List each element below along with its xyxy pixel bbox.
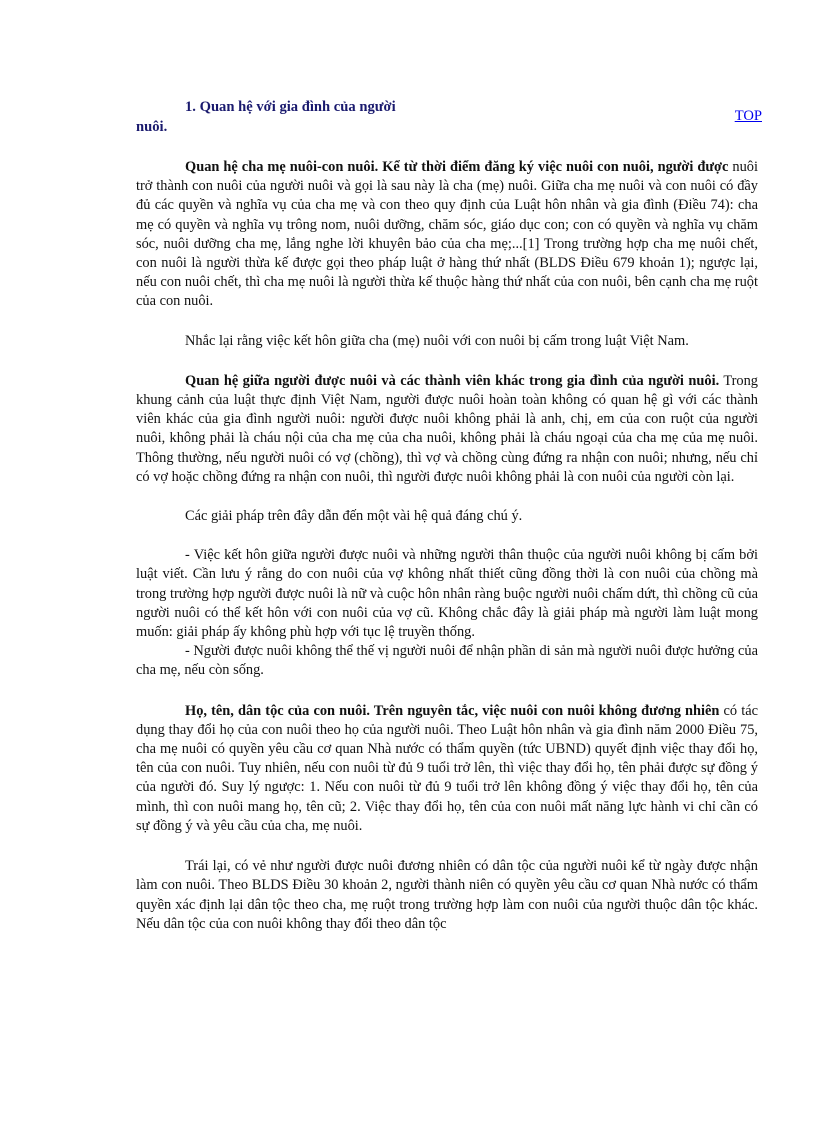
section-title-line1: 1. Quan hệ với gia đình của người [185, 99, 396, 115]
paragraph-body: Nhắc lại rằng việc kết hôn giữa cha (mẹ) nuôi với con nuôi bị cấm trong luật Việt Nam. [185, 332, 689, 349]
paragraph-ethnicity [136, 857, 758, 934]
paragraph-name-ethnicity [136, 702, 758, 836]
paragraph-body: nuôi trở thành con nuôi của người nuôi và gọi là sau này là cha (mẹ) nuôi. Giữa cha mẹ nuôi và con nuôi có đầy đủ các quyền và nghĩa vụ của cha mẹ và con theo quy định của Luật hôn nhân và gia đình (Điều 74): cha mẹ có quyền và nghĩa vụ trông nom, nuôi dưỡng, chăm sóc, giáo dục con; con có quyền và nghĩa vụ chăm sóc, nuôi dưỡng cha mẹ, lắng nghe lời khuyên bảo của cha mẹ;...[1] Trong trường hợp cha mẹ nuôi chết, con nuôi là người thừa kế được gọi theo pháp luật ở hàng thứ nhất (BLDS Điều 679 khoản 1); ngược lại, nếu con nuôi chết, thì cha mẹ nuôi là người thừa kế thuộc hàng thứ nhất của con nuôi, bên cạnh cha mẹ ruột của con nuôi. [136, 159, 759, 310]
paragraph-consequence-inheritance [136, 642, 758, 680]
paragraph-lead: Quan hệ giữa người được nuôi và các thành viên khác trong gia đình của người nuôi. [185, 372, 720, 389]
paragraph-lead: Quan hệ cha mẹ nuôi-con nuôi. Kể từ thời điểm đăng ký việc nuôi con nuôi, người được [185, 159, 729, 175]
document-page [136, 97, 762, 934]
section-heading-row [136, 97, 762, 137]
paragraph-family-members [136, 372, 758, 487]
top-link[interactable]: TOP [734, 108, 762, 124]
paragraph-consequence-marriage [136, 546, 758, 642]
section-title [136, 97, 485, 137]
paragraph-body: Trong khung cảnh của luật thực định Việt Nam, người được nuôi hoàn toàn không có quan hệ gì với các thành viên khác của gia đình người nuôi: người được nuôi không phải là anh, chị, em của con ruột của người nuôi, không phải là cháu nội của cha mẹ của cha nuôi, không phải là cháu ngoại của cha mẹ của mẹ nuôi. Thông thường, nếu người nuôi có vợ (chồng), thì vợ và chồng cùng đứng ra nhận con nuôi; nhưng, nếu chỉ có vợ hoặc chồng đứng ra nhận con nuôi, thì người được nuôi không phải là con nuôi của người còn lại. [136, 372, 759, 485]
paragraph-body: Các giải pháp trên đây dẫn đến một vài hệ quả đáng chú ý. [185, 508, 523, 525]
paragraph-consequences [136, 507, 758, 526]
paragraph-adoptive-parent-child [136, 158, 758, 312]
paragraph-body: Trái lại, có vẻ như người được nuôi đương nhiên có dân tộc của người nuôi kể từ ngày được nhận làm con nuôi. Theo BLDS Điều 30 khoản 2, người thành niên có quyền yêu cầu cơ quan Nhà nước có thẩm quyền xác định lại dân tộc theo cha, mẹ ruột trong trường hợp làm con nuôi của người thuộc dân tộc khác. Nếu dân tộc của con nuôi không thay đổi theo dân tộc [136, 858, 758, 932]
paragraph-lead: Họ, tên, dân tộc của con nuôi. Trên nguyên tắc, việc nuôi con nuôi không đương nhiên [185, 702, 720, 719]
paragraph-body: - Người được nuôi không thể thế vị người nuôi để nhận phần di sản mà người nuôi được hưởng của cha mẹ, nếu còn sống. [136, 643, 758, 679]
paragraph-body: có tác dụng thay đổi họ của con nuôi theo họ của người nuôi. Theo Luật hôn nhân và gia đình năm 2000 Điều 75, cha mẹ nuôi có quyền yêu cầu cơ quan Nhà nước có thẩm quyền (tức UBND) quyết định việc thay đổi họ, tên của con nuôi. Tuy nhiên, nếu con nuôi từ đủ 9 tuổi trở lên, thì việc thay đổi họ, tên phải được sự đồng ý của người đó. Suy lý ngược: 1. Nếu con nuôi từ đủ 9 tuổi trở lên không đồng ý việc thay đổi họ, tên của mình, thì con nuôi mang họ, tên cũ; 2. Việc thay đổi họ, tên của con nuôi mất năng lực hành vi chỉ cần có sự đồng ý và yêu cầu của cha, mẹ nuôi. [136, 702, 758, 834]
section-title-line2: nuôi. [136, 119, 168, 135]
paragraph-body: - Việc kết hôn giữa người được nuôi và những người thân thuộc của người nuôi không bị cấm bởi luật viết. Cần lưu ý rằng do con nuôi của vợ không nhất thiết cũng đồng thời là con nuôi của chồng mà trong trường hợp người được nuôi là nữ và cuộc hôn nhân ràng buộc người nuôi chấm dứt, thì chồng cũ của người nuôi có thể kết hôn với con nuôi của vợ cũ. Không chắc đây là giải pháp mà người làm luật mong muốn: giải pháp ấy không phù hợp với tục lệ truyền thống. [136, 547, 758, 641]
paragraph-marriage-ban [136, 332, 758, 351]
